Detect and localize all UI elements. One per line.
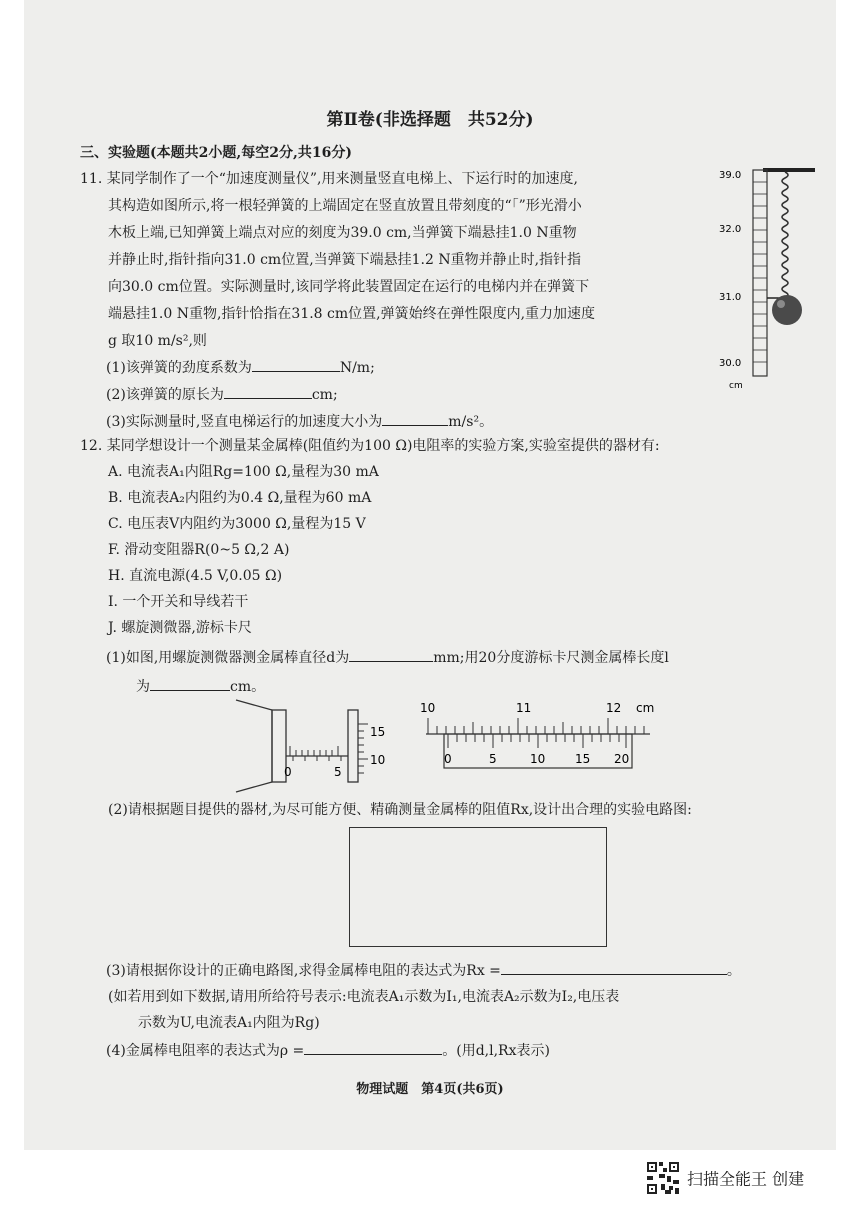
- q12-option-j: J. 螺旋测微器,游标卡尺: [108, 620, 252, 636]
- label-unit: cm: [729, 381, 743, 391]
- scanner-watermark: [645, 1160, 804, 1196]
- brand-text: 扫描全能王 创建: [687, 1169, 805, 1189]
- spring: [782, 172, 788, 298]
- q12-sub3-text: (3)请根据你设计的正确电路图,求得金属棒电阻的表达式为Rx =: [106, 963, 501, 979]
- page-footer: 物理试题 第4页(共6页): [356, 1082, 504, 1097]
- label-32: 32.0: [719, 224, 742, 235]
- q11-line-1: 11. 某同学制作了一个“加速度测量仪”,用来测量竖直电梯上、下运行时的加速度,: [80, 171, 578, 187]
- vernier-ticks: [448, 734, 626, 748]
- q11-sub2-blank[interactable]: [224, 384, 312, 399]
- vernier-label-0: 0: [444, 752, 452, 766]
- q11-sub2-unit: cm;: [311, 387, 338, 403]
- q11-sub3-text: (3)实际测量时,竖直电梯运行的加速度大小为: [106, 414, 383, 430]
- q12-option-c: C. 电压表V内阻约为3000 Ω,量程为15 V: [108, 516, 366, 532]
- q11-sub3-unit: m/s²。: [448, 414, 494, 430]
- micrometer-thimble: [348, 710, 358, 782]
- vernier-label-15: 15: [575, 752, 591, 766]
- ball-highlight: [777, 300, 785, 308]
- q11-line-2: 其构造如图所示,将一根轻弹簧的上端固定在竖直放置且带刻度的“「”形光滑小: [108, 198, 582, 214]
- q12-option-h: H. 直流电源(4.5 V,0.05 Ω): [108, 568, 283, 584]
- label-30: 30.0: [719, 358, 742, 369]
- q11-sub3-blank[interactable]: [382, 411, 448, 426]
- micrometer-frame: [236, 700, 272, 792]
- q11-line-5: 向30.0 cm位置。实际测量时,该同学将此装置固定在运行的电梯内并在弹簧下: [108, 279, 590, 295]
- main-label-12: 12: [606, 701, 622, 715]
- q11-sub1-blank[interactable]: [252, 357, 340, 372]
- micrometer-figure: [232, 698, 402, 794]
- scale-board: [753, 170, 767, 376]
- vernier-label-10: 10: [530, 752, 546, 766]
- q11-sub2-text: (2)该弹簧的原长为: [106, 387, 224, 403]
- vernier-label-20: 20: [614, 752, 630, 766]
- label-31: 31.0: [719, 292, 742, 303]
- scale-ticks: [753, 182, 767, 362]
- q11-line-4: 并静止时,指针指向31.0 cm位置,当弹簧下端悬挂1.2 N重物并静止时,指针指: [108, 252, 582, 268]
- q12-sub4: [106, 1040, 550, 1061]
- q12-sub4-blank[interactable]: [304, 1040, 442, 1055]
- q12-sub2: (2)请根据题目提供的器材,为尽可能方便、精确测量金属棒的阻值Rx,设计出合理的实验电路图:: [108, 802, 692, 818]
- q12-option-b: B. 电流表A₂内阻约为0.4 Ω,量程为60 mA: [108, 490, 372, 506]
- main-label-cm: cm: [636, 701, 655, 715]
- section-heading: 三、实验题(本题共2小题,每空2分,共16分): [80, 145, 352, 161]
- top-beam: [763, 168, 815, 172]
- q11-line-7: g 取10 m/s²,则: [108, 333, 207, 349]
- part-title: 第Ⅱ卷(非选择题 共52分): [326, 110, 534, 130]
- sleeve-ticks: [290, 746, 341, 761]
- vernier-label-5: 5: [489, 752, 497, 766]
- q12-sub4-text: (4)金属棒电阻率的表达式为ρ =: [106, 1043, 305, 1059]
- q12-option-f: F. 滑动变阻器R(0~5 Ω,2 A): [108, 542, 290, 558]
- q12-sub1-text: (1)如图,用螺旋测微器测金属棒直径d为: [106, 650, 350, 666]
- q11-sub1-text: (1)该弹簧的劲度系数为: [106, 360, 252, 376]
- q12-sub3-note-1: (如若用到如下数据,请用所给符号表示:电流表A₁示数为I₁,电流表A₂示数为I₂,电压表: [108, 989, 620, 1005]
- q12-stem: 12. 某同学想设计一个测量某金属棒(阻值约为100 Ω)电阻率的实验方案,实验室提供的器材有:: [80, 438, 660, 454]
- q12-sub1: [106, 647, 669, 668]
- sleeve-label-0: 0: [284, 765, 292, 779]
- q12-sub1-line2-post: cm。: [230, 679, 266, 695]
- q11-line-6: 端悬挂1.0 N重物,指针恰指在31.8 cm位置,弹簧始终在弹性限度内,重力加速度: [108, 306, 596, 322]
- spring-scale-figure: [715, 162, 815, 402]
- q12-sub3-note-2: 示数为U,电流表A₁内阻为Rg): [138, 1015, 320, 1031]
- thimble-label-15: 15: [370, 725, 386, 739]
- q11-sub1: [106, 357, 375, 378]
- q12-sub1-blank-l[interactable]: [150, 676, 230, 691]
- q12-sub3-end: 。: [726, 963, 741, 979]
- q12-sub4-end: 。(用d,l,Rx表示): [442, 1043, 550, 1059]
- main-label-10: 10: [420, 701, 436, 715]
- q12-sub1-blank-d[interactable]: [349, 647, 433, 662]
- thimble-ticks: [358, 724, 368, 773]
- q12-sub1-line2: [136, 676, 265, 697]
- thimble-label-10: 10: [370, 753, 386, 767]
- q12-option-a: A. 电流表A₁内阻Rg=100 Ω,量程为30 mA: [108, 464, 379, 480]
- q12-sub1-line2-pre: 为: [136, 679, 150, 695]
- q12-sub3-blank[interactable]: [501, 960, 727, 975]
- q11-sub3: [106, 411, 493, 432]
- circuit-drawing-area[interactable]: [349, 827, 607, 947]
- weight-ball: [772, 295, 802, 325]
- q11-line-3: 木板上端,已知弹簧上端点对应的刻度为39.0 cm,当弹簧下端悬挂1.0 N重物: [108, 225, 577, 241]
- qr-code-icon: [645, 1160, 681, 1196]
- q12-sub1-mid: mm;用20分度游标卡尺测金属棒长度l: [433, 650, 669, 666]
- q12-sub3: [106, 960, 741, 981]
- sleeve-label-5: 5: [334, 765, 342, 779]
- q12-option-i: I. 一个开关和导线若干: [108, 594, 249, 610]
- q11-sub2: [106, 384, 338, 405]
- q11-sub1-unit: N/m;: [339, 360, 375, 376]
- label-39: 39.0: [719, 170, 742, 181]
- main-scale-ticks: [428, 718, 644, 734]
- caliper-figure: [420, 700, 660, 772]
- main-label-11: 11: [516, 701, 532, 715]
